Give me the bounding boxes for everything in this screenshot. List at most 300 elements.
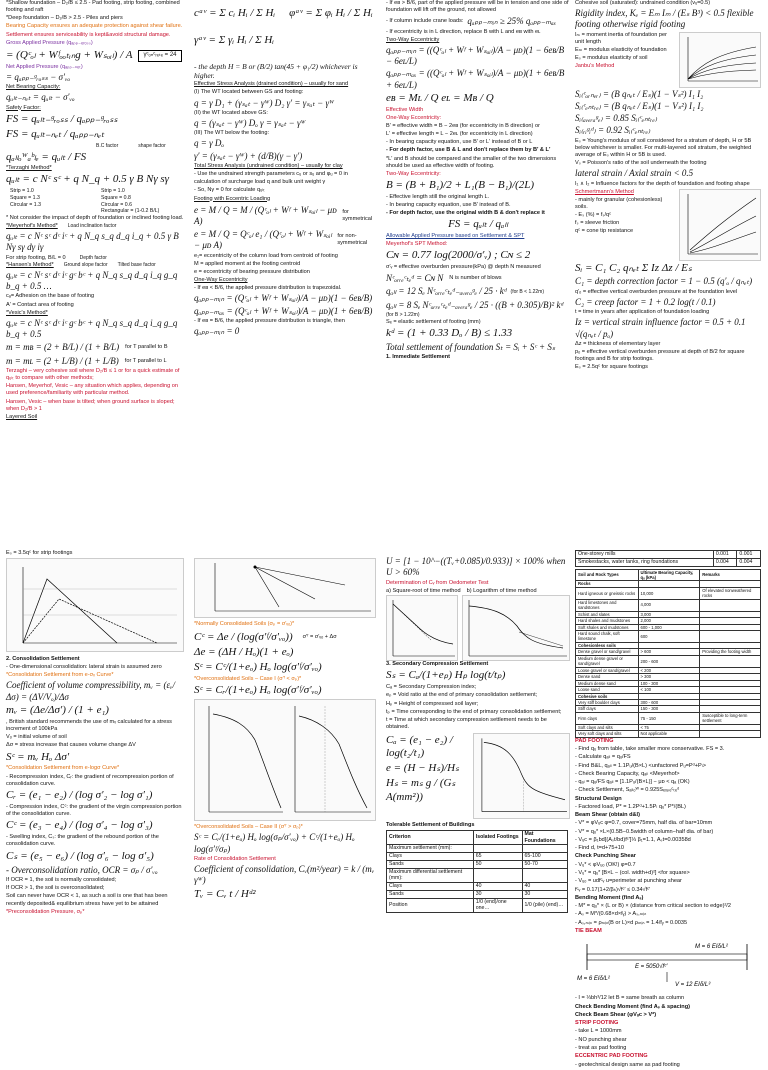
list-item: Beam Shear (obtain d&l)	[575, 812, 640, 819]
table-cell: > 600	[638, 649, 700, 655]
table-cell: Very soft clays and silts	[576, 731, 639, 737]
void-ratio-plot	[194, 558, 376, 618]
iz-formula: Iᴢ = vertical strain influence factor = 0.5 + 0.1 √(qₙₑₜ / pₒ)	[575, 317, 746, 339]
tilted-base-label: Tilted base factor	[117, 261, 156, 268]
list-item: - Find qᵤ from table, take smaller more conservative. FS = 3.	[575, 746, 725, 752]
meyerhof-heading: *Meyerhof's Method*	[6, 222, 58, 229]
q-min-zero: qₐₚₚ₋ₘᵢₙ = 0	[194, 326, 240, 337]
table-cell: Hard limestones and sandstones	[576, 599, 639, 611]
secondary-compression-plot	[473, 733, 570, 819]
table-cell: 600	[638, 631, 700, 643]
triangle-note: - If eʙ = B/6, the applied pressure distribution is triangle, then	[194, 317, 345, 324]
si-corner-formula: Sᵢ₍ᶜₒᵣₙₑᵣ₎ = (B qₙₑₜ / Eₛ)(1 − Vₛ²) I₁ I₂	[575, 88, 704, 99]
wt-case-3-formula: q = γ Dₒ	[194, 138, 224, 149]
lower-column-3	[386, 555, 570, 913]
meyerhof-spt-heading: Meyerhof's SPT Method:	[386, 241, 448, 248]
depth-correction-plot	[6, 558, 184, 652]
compare-note: *L′ and B should be compared and the smaller of the two dimensions should be used as effective width of footing.	[386, 155, 557, 169]
table-cell: 10,000	[638, 587, 700, 599]
bm-shear-right: V = 12 EIδ/L³	[675, 982, 711, 989]
list-item: - I = ⅓bh³/12 let B = same breath as column	[575, 995, 685, 1002]
allowable-formula: qₐₗₗₒᵂₐᵇₗₑ = qᵤₗₜ / FS	[6, 150, 87, 163]
total-settlement-formula: Total settlement of foundation Sₜ = Sᵢ + Sᶜ + Sₛ	[386, 342, 556, 353]
bs-note: , British standard recommends the use of mᵥ calculated for a stress increment of 100kPa	[6, 718, 172, 732]
preconsolidation-heading: *Preconsolidation Pressure, σₚ*	[6, 908, 85, 915]
sg-rectangular: Rectangular = (1-0.2 B/L)	[101, 208, 160, 215]
orig-width-note: - For depth factor, use the original width B & don't replace it	[386, 210, 545, 217]
mv-ratio-formula: mᵥ = (Δe/Δσ′) / (1 + e₁)	[6, 703, 109, 716]
terzaghi-heading: *Terzaghi Method*	[6, 165, 52, 172]
list-item: Check Bending Moment (find Aₛ & spacing)	[575, 1003, 690, 1010]
bearing-capacity-table	[575, 569, 761, 738]
table-cell: Soft shales and mudstones	[576, 624, 639, 630]
table-cell: Providing the footing width	[700, 649, 761, 655]
settlement-note: Settlement ensures serviceability is kept&avoid structural damage.	[6, 31, 171, 38]
table-row	[576, 599, 761, 611]
table-cell: Very stiff boulder clays	[576, 700, 639, 706]
meyerhof-formula: qᵤₗₜ = c Nᶜ sᶜ dᶜ iᶜ + q N_q s_q d_q i_q + 0.5 γ B Nγ sγ dγ iγ	[6, 231, 179, 253]
l-direction-note: - If eccentricity is in L direction, replace B with L and eʙ with eʟ	[386, 28, 541, 35]
table-cell: Medium dense gravel or sand/gravel	[576, 655, 639, 667]
list-item: - Check Bearing Capacity, qₐₗₗ <Meyerhof>	[575, 770, 680, 777]
column-4	[575, 0, 763, 540]
gross-pressure-heading: Gross Applied Pressure (qₐₚₚ₋ₑᵣₒₛₛ)	[6, 39, 93, 46]
settlement-spt-heading: Allowable Applied Pressure based on Settlement & SPT	[386, 233, 525, 239]
e-log-heading: *Consolidation Settlement from e-logσ Curve*	[6, 765, 120, 772]
list-item: - Check Settlement, Sₐₗₗₒᵂ = 0.925Sₑₓₚₑᶜₜₑᵈ	[575, 787, 680, 794]
oc-case2-heading: *Overconsolidated Soils – Case II (σ′ᶠ > σₚ)*	[194, 824, 303, 831]
bc-replace-note: - In bearing capacity equation, use B′ or L′ instead of B or L	[386, 139, 533, 146]
tie-beam-diagram	[575, 936, 761, 992]
depth-factor-note: - For depth factor, use B & L and don't replace them by B′ & L′	[386, 147, 551, 154]
dz-def: Δz = thickness of elementary layer	[575, 340, 661, 347]
dsigma-def: Δσ = stress increase that causes volume change ΔV	[6, 742, 136, 749]
table-cell	[700, 655, 761, 667]
cohesive-note: Cohesive soil (saturated): undrained condition (vᵤ=0.5)	[575, 0, 711, 6]
list-item: - Vᵤ* = qᵤ* [B×L − (col. width+d)²] <for square>	[575, 869, 690, 876]
list-item: - Vᵤₒ = udfᶜᵥ u=perimeter at punching shear	[575, 878, 682, 885]
table-cell: < 100	[638, 687, 700, 693]
table-cell: Dense sand	[576, 674, 639, 680]
es-fs-note: - Eₛ (%) = fₛ/qᶜ	[575, 212, 612, 219]
fs-net-formula: FS = qᵤₗₜ₋ₙₑₜ / qₐₚₚ₋ₙₑₜ	[6, 128, 105, 141]
table-cell: 3,000	[638, 611, 700, 617]
janbu-influence-plot	[679, 32, 761, 88]
ss-formula: Sₛ = Cₐ/(1+eₚ) Hₚ log(t/tₚ)	[386, 669, 506, 682]
crane-formula: qₐₚₚ₋ₘᵢₙ ≥ 25% qₐₚₚ₋ₘₐₓ	[467, 16, 557, 27]
bm-modulus: E = 5050√fᶜ′	[635, 964, 668, 971]
tie-beam-heading: TIE BEAM	[575, 927, 602, 934]
gamma-average-formula: γᵃᵛ = Σ γᵢ Hᵢ / Σ Hᵢ	[194, 33, 275, 46]
table-cell: Rocks	[576, 581, 639, 587]
ocr-formula: - Overconsolidation ratio, OCR = σₚ / σ′ᵥₒ	[6, 864, 158, 875]
wt-case-3: (III) The WT below the footing:	[194, 130, 270, 137]
list-item: - V* = qᵤ* ×L×(0.5B−0.5width of column−half dia. of bar)	[575, 828, 714, 835]
bc-factor-label: B.C factor	[96, 143, 119, 150]
cc-def: - Compression index, Cᶜ: the gradient of the virgin compression portion of the consolidation curve.	[6, 803, 182, 818]
table-row: Smokestacks, water tanks, ring foundations 0.004 0.004	[576, 558, 761, 566]
list-item: - qₐₗ = qᵤ/FS qₐₗₗ = [1.1Pᵤ/(B×L)] − μᴅ < qₐ (OK)	[575, 779, 690, 786]
janbu-heading: Janbu's Method	[575, 63, 615, 70]
es-def: Eₛ = modulus elasticity of soil	[575, 55, 648, 62]
bc-width-note: - In bearing capacity equation, use B′ instead of B.	[386, 201, 511, 208]
vesic-heading: *Vesic's Method*	[6, 309, 48, 316]
gamma-concrete-box: γᶜₒₙᶜᵣₑₜₑ = 24	[138, 50, 181, 62]
one-way-ecc-heading: One-Way Eccentricity:	[386, 114, 442, 121]
cs-def: - Swelling index, Cₛ: the gradient of the rebound portion of the consolidation curve.	[6, 834, 159, 848]
table-cell: Soft clays and silts	[576, 724, 639, 730]
safety-factor-heading: Safety Factor:	[6, 104, 41, 111]
mb-note: for T parallel to B	[125, 344, 168, 351]
list-item: - V* = φVᵤc φ=0.7, cover=75mm, half dia. of bar=10mm	[575, 820, 713, 827]
table-cell: 100 - 300	[638, 680, 700, 686]
pad-footing-heading: PAD FOOTING	[575, 737, 614, 744]
two-way-min-formula: qₐₚₚ₋ₘᵢₙ = ((Qᶜₒₗ + Wᶠ + Wₛₒᵢₗ)/A − μᴅ)(1 − 6eʙ/B − 6eʟ/L)	[386, 44, 565, 67]
fs-allowable-formula: FS = qᵤₗₜ / qₐₗₗ	[448, 218, 508, 231]
eb-el-formula: eʙ = Mʟ / Q eʟ = Mʙ / Q	[386, 91, 494, 104]
sg-circular: Circular = 0.6	[101, 201, 132, 208]
list-item: - Find d, t=d+75+10	[575, 845, 624, 852]
tension-note: - If eʙ > B/6, part of the applied pressure will be in tension and one side of foundation will lift off the ground, not allowed	[386, 0, 569, 14]
ca-formula: Cₐ = (e₁ − e₂) / log(t₂/t₁)	[386, 733, 453, 760]
net-bearing-formula: qᵤₗₜ₋ₙₑₜ = qᵤₗₜ − σ′ᵥₒ	[6, 92, 75, 103]
table-cell: Medium dense sand	[576, 680, 639, 686]
effective-b-formula: B = (B + B₁)/2 + L₁(B − B₁)/(2L)	[386, 179, 535, 192]
net-pressure-formula: = qₐₚₚ₋ᵍᵣₒₛₛ − σ′ᵥₒ	[6, 71, 71, 82]
e-sigma-heading: *Consolidation Settlement from e-σᵥ Curve*	[6, 672, 114, 679]
sc-square: Square = 1.3	[10, 194, 40, 201]
tie-beam-steps	[575, 995, 763, 1068]
eccentricity-nonsym-formula: e = M / Q = Qᶜₒₗ e₁ / (Qᶜₒₗ + Wᶠ + Wₛₒᵢₗ − μᴅ A)	[194, 229, 332, 251]
es-young-note: Eₛ = Young's modulus of soil considered for a stratum of depth, H or 5B below whichever is smaller. For multi-layered soil stratum, the weighted average of Eₛ within H or 5B is used.	[575, 137, 752, 158]
fs-def: fₛ = sleeve friction	[575, 220, 620, 227]
es-strip-note: Eₛ = 3.5qᶜ for strip footings	[6, 550, 73, 556]
nc-soils-heading: *Normally Consolidated Soils (σₚ = σ′ᵥₒ)*	[194, 621, 295, 628]
effective-stress-heading: Effective Stress Analysis (drained condition) – usually for sand	[194, 81, 349, 88]
table-cell: 75 - 150	[638, 712, 700, 724]
large-b-note: (for B > 1.22m)	[386, 311, 420, 318]
sigma-v-def: σ′ᵥ = effective overburden pressure(kPa) @ depth N measured	[386, 264, 541, 271]
bearing-capacity-note: Bearing Capacity ensures an adequate protection against shear failure.	[6, 23, 183, 30]
tolerable-head-criterion: Criterion	[387, 830, 474, 845]
oc-case1-heading: *Overconsolidated Soils – Case I (σ′ᶠ < σₚ)*	[194, 675, 302, 682]
hs-formula: Hₛ = mₛ g / (Gₛ A(mm²))	[386, 776, 456, 803]
lower-column-4	[575, 550, 763, 1070]
strip-footing-note: For strip footing, B/L = 0	[6, 254, 66, 261]
list-item: - Find B&L, qₐₗₗ = 1.1Pᵤ/(B×L) <unfactored Pᵤ=Pᵈ+Pₗ>	[575, 762, 706, 769]
shallow-foundation-note: *Shallow foundation – D₂/B ≤ 2.5 - Pad footing, strip footing, combined footing and raft	[6, 0, 180, 14]
list-item: - Vᵤc = β₁bd[(Aₛt/bd)fᶜ′]⅓ β₁=1.1, Aₛt=0.00358d	[575, 836, 691, 843]
ep-def: eₚ = Void ratio at the end of primary consolidation settlement;	[386, 692, 538, 699]
list-item: - take L = 1000mm	[575, 1028, 622, 1035]
strain-ratio-formula: lateral strain / Axial strain < 0.5	[575, 168, 694, 179]
tolerable-table	[386, 830, 568, 913]
secondary-heading: 3. Secondary Compression Settlement	[386, 661, 489, 668]
wt-case-2: (II) the WT located above GS:	[194, 109, 268, 116]
qc-def: qᶜ = cone tip resistance	[575, 228, 634, 235]
list-item: Bending Moment (find Aₛ)	[575, 894, 644, 901]
table-cell: Firm clays	[576, 712, 639, 724]
gamma-prime-formula: γ′ = (γₛₐₜ − γᵂ) + (d/B)(γ − γ′)	[194, 150, 303, 161]
m-def: M = applied moment at the footing centroid	[194, 260, 301, 267]
table-row: Sands 50 50-70	[387, 860, 568, 868]
e-def: e = eccentricity of bearing pressure distribution	[194, 268, 310, 275]
ml-formula: m = mʟ = (2 + L/B) / (1 + L/B)	[6, 355, 119, 366]
sc-circular: Circular = 1.3	[10, 201, 41, 208]
list-item: Check Punching Shear	[575, 853, 636, 860]
tolerable-head-mat: Mat Foundations	[522, 830, 567, 845]
table-cell: 4,000	[638, 599, 700, 611]
load-inclination-label: Load inclination factor	[67, 222, 117, 229]
pad-footing-steps	[575, 746, 763, 927]
rigidity-formula: Rigidity index, Kₑ = Eₘ Iₘ / (Eₛ B³) < 0.5 flexible footing otherwise rigid footing	[575, 8, 754, 30]
cv-formula: Coefficient of consolidation, Cᵥ(m²/year) = k / (mᵥ γᵂ)	[194, 864, 375, 886]
wt-case-1-formula: q = γ D₁ + (γₛₐₜ − γᵂ) D₂ γ′ = γₛₐₜ − γᵂ	[194, 97, 335, 108]
table-cell: Dense gravel or sand/gravel	[576, 649, 639, 655]
list-item: STRIP FOOTING	[575, 1020, 619, 1027]
degree-consolidation-formula: U = [1 − 10^−((Tᵥ+0.085)/0.933)] × 100% when U > 60%	[386, 556, 566, 578]
table-row: Maximum differential settlement (mm):	[387, 868, 568, 883]
es-square-note: Eₛ = 2.5qᶜ for square footings	[575, 364, 648, 371]
table-cell: Hard igneous or gneissic rocks	[576, 587, 639, 599]
cone-resistance-plot	[679, 189, 761, 261]
consolidation-heading: 2. Consolidation Settlement	[6, 655, 80, 662]
soil-head-capacity: Ultimate Bearing Capacity, qᵤ (kPa)	[638, 569, 700, 581]
one-way-heading: One-Way Eccentricity	[194, 277, 248, 284]
n-blows-note: N is number of blows	[449, 275, 502, 282]
table-row	[576, 587, 761, 599]
small-b-note: (for B < 1.22m)	[510, 288, 545, 295]
po-def: pₒ = effective vertical overburden pressure at depth of B/2 for square footings and B for strip footings.	[575, 348, 745, 363]
contact-area-note: A′ = Contact area of footing	[6, 301, 74, 308]
list-item: - geotechnical design same as pad footing	[575, 1061, 680, 1068]
cc-formula: Cᶜ = (e₃ − e₄) / (log σ′₄ − log σ′₃)	[6, 819, 153, 832]
cr-def: - Recompression index, Cᵣ: the gradient of recompression portion of consolidation curve.	[6, 773, 174, 787]
hansen-heading: *Hansen's Method*	[6, 261, 54, 268]
net-bearing-heading: Net Bearing Capacity:	[6, 84, 61, 91]
mv-formula: Coefficient of volume compressibility, mᵥ = (εᵥ/Δσ) = (ΔV/Vₒ)/Δσ	[6, 680, 176, 702]
table-row: Position 1/0 (end)/one one… 1/0 (pile) (end)…	[387, 898, 568, 913]
si-rigid-formula: Sᵢ₍ᵣᵢᵍᵢᵈ₎ = 0.92 Sᵢ₍ᶜₑₙₜᵣₑ₎	[575, 125, 651, 136]
si-centre-formula: Sᵢ₍ᶜₑₙₜᵣₑ₎ = (B qₙₑₜ / Eₛ)(1 − Vₛ²) I₁ I₂	[575, 100, 704, 111]
t-def: t = Time at which secondary compression settlement needs to be obtained.	[386, 717, 547, 731]
length-note: - Effective length still the original length L.	[386, 193, 490, 200]
lower-column-1	[6, 550, 186, 917]
sg-square: Square = 0.8	[101, 194, 131, 201]
immediate-settlement-heading: 1. Immediate Settlement	[386, 354, 451, 361]
table-row: Clays 65 65-100	[387, 853, 568, 861]
table-cell: 200 - 600	[638, 655, 700, 667]
list-item: - Aₛ,ₘᵢₙ = ρₘᵢₙ(B or L)×d ρₘᵢₙ = 1.4/fᵧ = 0.0035	[575, 919, 688, 926]
list-item: - Aₛ = M*/(0.68×d×fᵧ) > Aₛ,ₘᵢₙ	[575, 911, 647, 918]
time-def: t = time in years after application of foundation loading	[575, 309, 710, 316]
q-all-small-formula: qₐₗₗ = 12 Sₑ Nᶜₒᵣᵣₑᶜₜₑᵈ₋ₐᵥₑᵣₐᵍₑ / 25 · kᵈ	[386, 286, 507, 297]
wt-case-1: (I) The WT located between GS and footing:	[194, 89, 304, 96]
sc-oc2-formula: Sᶜ = Cᵣ/(1+eₒ) Hₒ log(σₚ/σ′ᵥₒ) + Cᶜ/(1+eₒ) Hₒ log(σ′ᶠ/σₚ)	[194, 832, 355, 854]
table-row	[576, 731, 761, 737]
list-item: - Calculate qₐₗₗ = qᵤ/FS	[575, 754, 631, 761]
sc-mv-formula: Sᶜ = mᵥ Hₒ Δσ′	[6, 750, 70, 763]
depth-h-formula: - the depth H = B or (B/2) tan(45 + φ₁/2) whichever is higher.	[194, 61, 358, 80]
poisson-note: Vₛ = Poisson's ratio of the soil underneath the footing	[575, 160, 707, 167]
vo-def: Vₒ = initial volume of soil	[6, 734, 67, 741]
kd-formula: kᵈ = (1 + 0.33 Dₒ / B) ≤ 1.33	[386, 327, 513, 340]
hansen-formula: qᵤₗₜ = c Nᶜ sᶜ dᶜ iᶜ gᶜ bᶜ + q N_q s_q d_q i_q g_q b_q + 0.5 …	[6, 269, 178, 292]
table-cell	[700, 631, 761, 643]
gross-pressure-formula: = (Qᶜₒₗ + Wᶠₒₒₜᵢₙg + Wₛₒᵢₗ) / A	[6, 48, 133, 61]
table-cell	[700, 731, 761, 737]
undrained-note-2: calculation of surcharge load q and bulk unit weight γ	[194, 179, 326, 186]
table-row	[576, 712, 761, 724]
soil-head-type: Soil and Rock Types	[576, 569, 639, 581]
ocr-oc: If OCR > 1, the soil is overconsolidated;	[6, 885, 105, 892]
crane-note: - If column include crane loads:	[386, 18, 464, 25]
list-item: - Factored load, P* = 1.2Pᵈ+1.5Pₗ qᵤ* P*/(BL)	[575, 803, 686, 810]
table-cell: Cohesionless soils	[576, 642, 639, 648]
q-min-formula: qₐₚₚ₋ₘᵢₙ = (Qᶜₒₗ + Wᶠ + Wₛₒᵢₗ)/A − μᴅ)(1 − 6eʙ/B)	[194, 293, 373, 304]
hp-def: Hₚ = Height of compressed soil layer;	[386, 700, 479, 707]
table-cell: 300 - 600	[638, 700, 700, 706]
bm-moment-right: M = 6 EIδ/L²	[695, 944, 728, 951]
tolerable-heading: Tolerable Settlement of Buildings	[386, 821, 475, 828]
deep-foundation-note: *Deep foundation – D₂/B > 2.5 - Piles and piers	[6, 15, 123, 22]
table-cell: 2,000	[638, 618, 700, 624]
e1-def: e₁= eccentricity of the column load from centroid of footing	[194, 252, 338, 259]
sqrt-time-plot	[386, 595, 458, 661]
net-pressure-heading: Net Applied Pressure (qₐₚₚ₋ₙₑₜ)	[6, 63, 83, 70]
table-cell: Hard sound chalk, soft limestone	[576, 631, 639, 643]
two-way-max-formula: qₐₚₚ₋ₘₐₓ = ((Qᶜₒₗ + Wᶠ + Wₛₒᵢₗ)/A − μᴅ)(1 + 6eʙ/B + 6eʟ/L)	[386, 68, 565, 90]
table-cell: Susceptible to long-term settlement	[700, 712, 761, 724]
table-cell: Cohesive soils	[576, 693, 639, 699]
table-cell: Schist and slates	[576, 611, 639, 617]
mb-formula: m = mʙ = (2 + B/L) / (1 + B/L)	[6, 342, 120, 353]
list-item: - NO punching shear	[575, 1036, 627, 1043]
ml-note: for T parallel to L	[124, 357, 167, 364]
eccentric-heading: Footing with Eccentric Loading	[194, 195, 271, 202]
list-item: - treat as pad footing	[575, 1044, 627, 1051]
tp-def: tₚ = Time corresponding to the end of primary consolidation settlement;	[386, 708, 562, 715]
ocr-nc: If OCR = 1, the soil is normally consolidated;	[6, 876, 117, 883]
list-item: ECCENTRIC PAD FOOTING	[575, 1053, 648, 1060]
se-def: Sₑ = elastic settlement of footing (mm)	[386, 319, 481, 326]
table-cell: Loose gravel or sand/gravel	[576, 667, 639, 673]
table-cell: Hard shales and mudstones	[576, 618, 639, 624]
one-dim-note: - One-dimensional consolidation: lateral strain is assumed zero	[6, 663, 162, 670]
tv-formula: Tᵥ = Cᵥ t / Hᵈ²	[194, 887, 256, 900]
table-cell: 600 - 1,000	[638, 624, 700, 630]
layered-soil-heading: Layered Soil	[6, 413, 38, 420]
effective-width-heading: Effective Width	[386, 106, 424, 113]
n-gamma-note: - So, Nγ = 0 for calculate qᵤₗₜ	[194, 187, 265, 194]
list-item: fᶜᵥ = 0.17(1+2/βₕ)√fᶜ′ ≤ 0.34√fᶜ′	[575, 886, 651, 893]
table-cell: Loose sand	[576, 687, 639, 693]
list-item: - M* = qᵤ* × (L or B) × (distance from critical section to edge)²/2	[575, 903, 731, 910]
two-way-heading: Two-Way Eccentricity	[386, 36, 440, 43]
ca-def: Cₐ = Secondary Compression index;	[386, 684, 477, 691]
lower-column-2	[194, 558, 378, 902]
list-item: Structural Design	[575, 795, 622, 802]
im-def: Iₘ = moment inertia of foundation per unit length	[575, 31, 667, 45]
bm-moment-left: M = 6 EIδ/L²	[577, 976, 610, 983]
sc-oc1-formula: Sᶜ = Cᵣ/(1+eₒ) Hₒ log(σ′ᶠ/σ′ᵥₒ)	[194, 684, 322, 697]
column-2	[194, 0, 378, 555]
qo-def: q′ₒ = effective vertical overburden pressure at the foundation level	[575, 288, 738, 295]
rate-heading: Rate of Consolidation Settlement	[194, 855, 276, 862]
table-row: Clays 40 40	[387, 883, 568, 891]
soil-head-remarks: Remarks	[700, 569, 761, 581]
cc-nc-formula: Cᶜ = Δe / (log(σ′ᶠ/σ′ᵥₒ))	[194, 630, 293, 643]
granular-note: - mainly for granular (cohesionless) soils.	[575, 196, 663, 210]
table-row: Maximum settlement (mm):	[387, 845, 568, 853]
table-row	[576, 631, 761, 643]
phi-average-formula: φᵃᵛ = Σ φᵢ Hᵢ / Σ Hᵢ	[289, 7, 373, 19]
terzaghi-usage: Terzaghi – very cohesive soil where D₂/B ≤ 1 or for a quick estimate of qᵤₗₜ to compare with other methods;	[6, 367, 180, 382]
fs-gross-formula: FS = qᵤₗₜ₋ᵍᵣₒₛₛ / qₐₚₚ₋ᵍᵣₒₛₛ	[6, 112, 118, 125]
depth-factor-label: Depth factor	[79, 254, 107, 261]
table-row: One-storey mills 0.001 0.001	[576, 551, 761, 559]
table-cell: > 300	[638, 674, 700, 680]
cr-formula: Cᵣ = (e₁ − e₂) / (log σ′₂ − log σ′₁)	[6, 789, 153, 802]
total-stress-heading: Total Stress Analysis (undrained condition) – usually for clay	[194, 162, 343, 169]
table-cell: 150 - 300	[638, 706, 700, 712]
table-cell: Not applicable	[638, 731, 700, 737]
n-corrected-formula: Nᶜₒᵣᵣₑᶜₜₑᵈ = Cɴ N	[386, 273, 444, 284]
consolidation-curves-plot	[194, 699, 376, 821]
table-cell	[700, 599, 761, 611]
tolerable-head-isolated: Isolated Footings	[473, 830, 522, 845]
sym-note: for symmetrical	[342, 208, 373, 222]
influence-note: I₁ ∧ I₂ = Influence factors for the depth of foundation and footing shape	[575, 180, 750, 187]
sqrt-time-label: a) Square-root of time method	[386, 587, 461, 594]
trapezoidal-note: - If eʙ < B/6, the applied pressure distribution is trapezoidal.	[194, 285, 342, 292]
vesic-usage: Hansen, Vesic – when base is tilted; when ground surface is sloped; when D₂/B > 1	[6, 398, 175, 412]
l-prime-def: L′ = effective length = L − 2eʟ (for eccentricity in L direction)	[386, 131, 533, 138]
list-item: - Vᵤ* < φVᵤₒ (OK!) φ=0.7	[575, 861, 636, 868]
column-3	[386, 0, 570, 530]
log-time-plot	[462, 595, 570, 661]
sigma-f-def: σ′ᶠ = σ′ᵥₒ + Δσ	[302, 633, 337, 640]
wt-case-2-formula: q = (γₛₐₜ − γᵂ) Dₒ γ = γₛₐₜ − γᵂ	[194, 117, 306, 128]
b-prime-def: B′ = effective width = B − 2eʙ (for eccentricity in B direction) or	[386, 122, 540, 129]
cs-formula: Cₛ = (e₅ − e₆) / (log σ′₆ − log σ′₅)	[6, 849, 154, 862]
nonsym-note: for non-symmetrical	[337, 233, 368, 247]
table-cell: < 75	[638, 724, 700, 730]
cn-formula: Cɴ = 0.77 log(2000/σ′ᵥ) ; Cɴ ≤ 2	[386, 249, 531, 262]
undrained-note-1: - Use the undrained strength parameters cᵤ or sᵤ and φᵤ = 0 in	[194, 171, 348, 178]
table-cell: Stiff clays	[576, 706, 639, 712]
cv-oedometer-heading: Determination of Cᵥ from Oedometer Test	[386, 579, 489, 586]
angular-distortion-table	[575, 550, 761, 567]
q-max-formula: qₐₚₚ₋ₘₐₓ = (Qᶜₒₗ + Wᶠ + Wₛₒᵢₗ)/A − μᴅ)(1 + 6eʙ/B)	[194, 305, 373, 316]
column-1	[6, 0, 186, 555]
em-def: Eₘ = modulus elasticity of foundation	[575, 46, 667, 53]
c-average-formula: cᵃᵛ = Σ cᵢ Hᵢ / Σ Hᵢ	[194, 7, 276, 19]
c1-formula: C₁ = depth correction factor = 1 − 0.5 (q′ₒ / qₙₑₜ)	[575, 276, 753, 287]
terzaghi-formula: qᵤₗₜ = c Nᶜ sᶜ + q N_q + 0.5 γ B Nγ sγ	[6, 173, 170, 186]
ground-slope-label: Ground slope factor	[63, 261, 108, 268]
si-average-formula: Sᵢ₍ₐᵥₑᵣₐᵍₑ₎ = 0.85 Sᵢ₍ᶜₑₙₜᵣₑ₎	[575, 113, 658, 124]
e-formula: e = (H − Hₛ)/Hₛ	[386, 762, 460, 775]
table-cell: Of elevated nonweathered rocks	[700, 587, 761, 599]
q-all-large-formula: qₐₗₗ = 8 Sₑ Nᶜₒᵣᵣₑᶜₜₑᵈ₋ₐᵥₑᵣₐᵍₑ / 25 · ((B + 0.305)/B)² kᵈ	[386, 299, 564, 310]
hansen-usage: Hansen, Meyerhof, Vesic – any situation which applies, depending on used preference/familiarity with particular method.	[6, 383, 178, 397]
adhesion-note: cₐ= Adhesion on the base of footing	[6, 293, 95, 300]
shape-factor-label: shape factor	[138, 143, 166, 150]
c2-formula: C₂ = creep factor = 1 + 0.2 log(t / 0.1)	[575, 296, 716, 307]
schmertmann-heading: Schmertmann's Method	[575, 188, 634, 195]
schmertmann-formula: Sᵢ = C₁ C₂ qₙₑₜ Σ Iᴢ Δz / Eₛ	[575, 261, 692, 274]
